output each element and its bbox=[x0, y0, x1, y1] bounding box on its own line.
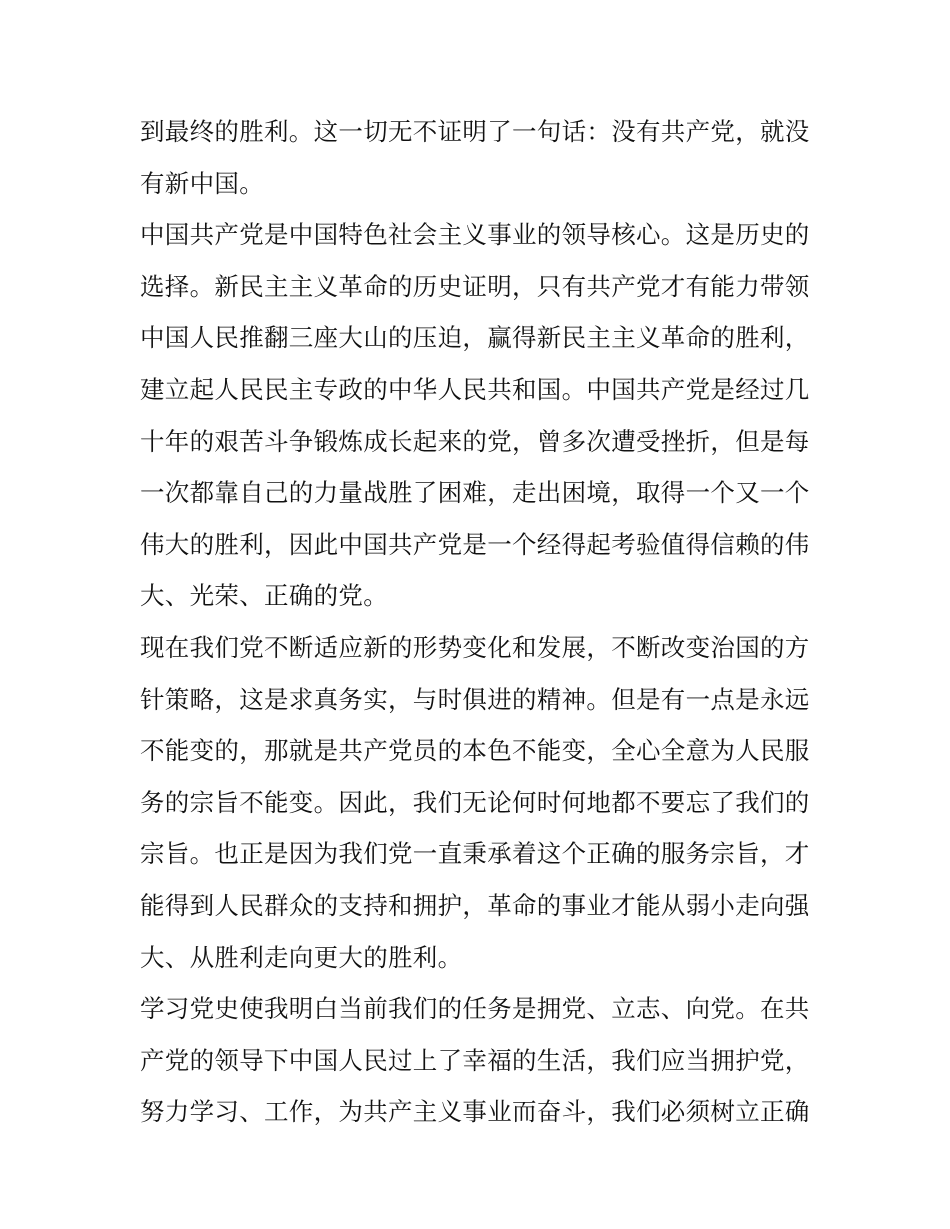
text-line: 宗旨。也正是因为我们党一直秉承着这个正确的服务宗旨，才 bbox=[140, 839, 810, 869]
text-line: 到最终的胜利。这一切无不证明了一句话：没有共产党，就没 bbox=[140, 117, 810, 146]
text-line: 一次都靠自己的力量战胜了困难，走出困境，取得一个又一个 bbox=[140, 478, 810, 508]
text-line: 能得到人民群众的支持和拥护，革命的事业才能从弱小走向强 bbox=[140, 890, 810, 920]
text-line: 努力学习、工作，为共产主义事业而奋斗，我们必须树立正确 bbox=[140, 1097, 810, 1127]
text-line: 现在我们党不断适应新的形势变化和发展，不断改变治国的方 bbox=[140, 632, 810, 662]
text-line: 大、从胜利走向更大的胜利。 bbox=[140, 942, 463, 972]
text-line: 大、光荣、正确的党。 bbox=[140, 581, 388, 611]
text-line: 中国共产党是中国特色社会主义事业的领导核心。这是历史的 bbox=[140, 220, 810, 250]
text-line: 选择。新民主主义革命的历史证明，只有共产党才有能力带领 bbox=[140, 271, 810, 301]
text-line: 针策略，这是求真务实，与时俱进的精神。但是有一点是永远 bbox=[140, 684, 810, 714]
text-line: 建立起人民民主专政的中华人民共和国。中国共产党是经过几 bbox=[140, 374, 810, 404]
text-line: 有新中国。 bbox=[140, 168, 264, 198]
text-line: 产党的领导下中国人民过上了幸福的生活，我们应当拥护党， bbox=[140, 1045, 810, 1075]
text-line: 十年的艰苦斗争锻炼成长起来的党，曾多次遭受挫折，但是每 bbox=[140, 426, 810, 456]
document-body bbox=[140, 106, 820, 1138]
text-line: 不能变的，那就是共产党员的本色不能变，全心全意为人民服 bbox=[140, 736, 810, 766]
text-line: 中国人民推翻三座大山的压迫，赢得新民主主义革命的胜利， bbox=[140, 323, 810, 353]
text-line: 学习党史使我明白当前我们的任务是拥党、立志、向党。在共 bbox=[140, 994, 810, 1024]
text-line: 务的宗旨不能变。因此，我们无论何时何地都不要忘了我们的 bbox=[140, 787, 810, 817]
text-line: 伟大的胜利，因此中国共产党是一个经得起考验值得信赖的伟 bbox=[140, 529, 810, 559]
